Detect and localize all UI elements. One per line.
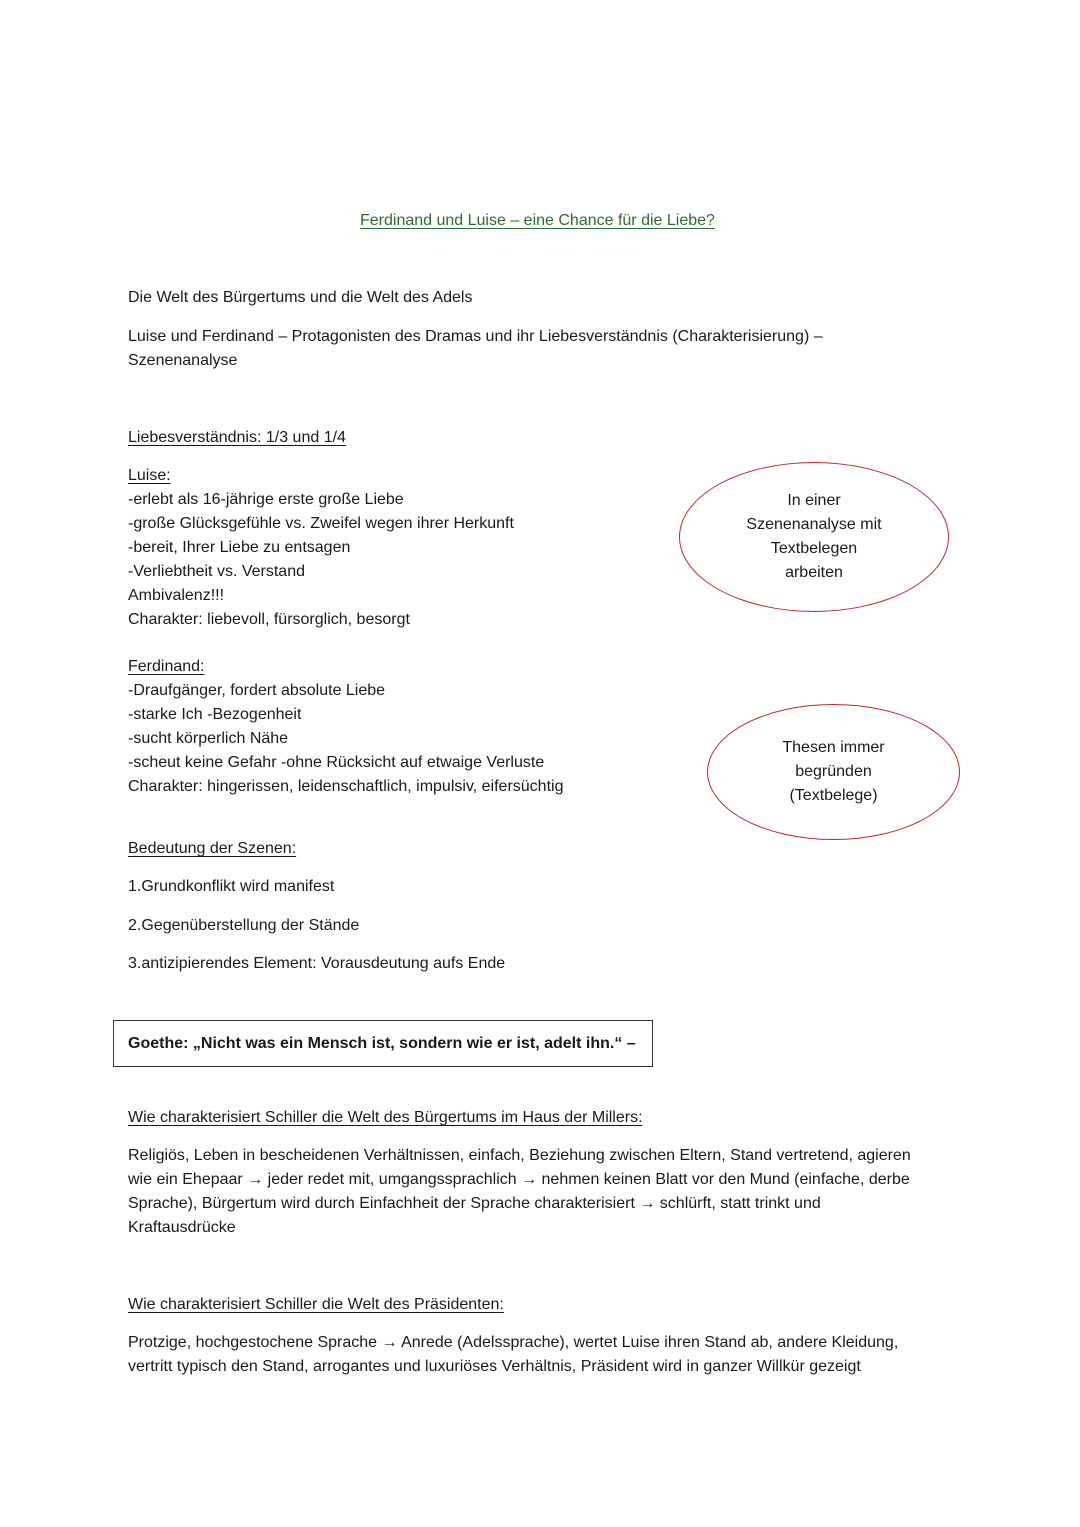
bedeutung-item: 1.Grundkonflikt wird manifest xyxy=(128,878,335,895)
bedeutung-item: 2.Gegenüberstellung der Stände xyxy=(128,917,360,934)
note-line: Szenenanalyse mit xyxy=(746,516,882,533)
paragraph-line: Religiös, Leben in bescheidenen Verhältnissen, einfach, Beziehung zwischen Eltern, Stand vertretend, agieren xyxy=(128,1147,911,1164)
note-line: begründen xyxy=(795,763,872,780)
ferdinand-block xyxy=(128,655,563,799)
note-line: arbeiten xyxy=(785,564,843,581)
note-ellipse-thesen xyxy=(707,704,960,840)
goethe-quote: Goethe: „Nicht was ein Mensch ist, sondern wie er ist, adelt ihn.“ – xyxy=(128,1034,636,1052)
ferdinand-point: -starke Ich -Bezogenheit xyxy=(128,706,302,723)
note-line: Thesen immer xyxy=(782,739,885,756)
ferdinand-point: -sucht körperlich Nähe xyxy=(128,730,289,747)
bedeutung-item: 3.antizipierendes Element: Vorausdeutung aufs Ende xyxy=(128,955,506,972)
praesident-paragraph xyxy=(128,1331,898,1379)
ferdinand-point: -scheut keine Gefahr -ohne Rücksicht auf etwaige Verluste xyxy=(128,754,545,771)
note-line: In einer xyxy=(787,492,841,509)
ferdinand-point: Charakter: hingerissen, leidenschaftlich, impulsiv, eifersüchtig xyxy=(128,778,564,795)
intro-line: Szenenanalyse xyxy=(128,352,238,369)
section-heading-bedeutung: Bedeutung der Szenen: xyxy=(128,840,297,857)
paragraph-line: Sprache), Bürgertum wird durch Einfachheit der Sprache charakterisiert → schlürft, statt trinkt und xyxy=(128,1195,821,1212)
goethe-quote-box xyxy=(113,1020,653,1067)
luise-point: -bereit, Ihrer Liebe zu entsagen xyxy=(128,539,351,556)
luise-point: -erlebt als 16-jährige erste große Liebe xyxy=(128,491,404,508)
note-line: Textbelegen xyxy=(770,540,858,557)
luise-point: Ambivalenz!!! xyxy=(128,587,225,604)
note-ellipse-textbelege xyxy=(679,462,949,612)
note-line: (Textbelege) xyxy=(789,787,878,804)
luise-point: Charakter: liebevoll, fürsorglich, besorgt xyxy=(128,611,410,628)
luise-point: -Verliebtheit vs. Verstand xyxy=(128,563,305,580)
luise-point: -große Glücksgefühle vs. Zweifel wegen ihrer Herkunft xyxy=(128,515,514,532)
buergertum-paragraph xyxy=(128,1144,911,1240)
paragraph-line: Kraftausdrücke xyxy=(128,1219,236,1236)
ferdinand-label: Ferdinand: xyxy=(128,658,205,675)
ferdinand-point: -Draufgänger, fordert absolute Liebe xyxy=(128,682,386,699)
section-heading-buergertum: Wie charakterisiert Schiller die Welt des Bürgertums im Haus der Millers: xyxy=(128,1109,643,1126)
paragraph-line: Protzige, hochgestochene Sprache → Anrede (Adelssprache), wertet Luise ihren Stand ab, andere Kleidung, xyxy=(128,1334,899,1351)
intro-line: Luise und Ferdinand – Protagonisten des Dramas und ihr Liebesverständnis (Charakterisierung) – xyxy=(128,328,823,345)
luise-block xyxy=(128,464,514,632)
paragraph-line: vertritt typisch den Stand, arrogantes und luxuriöses Verhältnis, Präsident wird in ganzer Willkür gezeigt xyxy=(128,1358,861,1375)
intro-line: Die Welt des Bürgertums und die Welt des Adels xyxy=(128,289,473,306)
section-heading-liebesverstaendnis: Liebesverständnis: 1/3 und 1/4 xyxy=(128,429,346,446)
page-title: Ferdinand und Luise – eine Chance für die Liebe? xyxy=(360,212,715,229)
paragraph-line: wie ein Ehepaar → jeder redet mit, umgangssprachlich → nehmen keinen Blatt vor den Mund (einfache, derbe xyxy=(128,1171,910,1188)
section-heading-praesident: Wie charakterisiert Schiller die Welt des Präsidenten: xyxy=(128,1296,504,1313)
luise-label: Luise: xyxy=(128,467,171,484)
